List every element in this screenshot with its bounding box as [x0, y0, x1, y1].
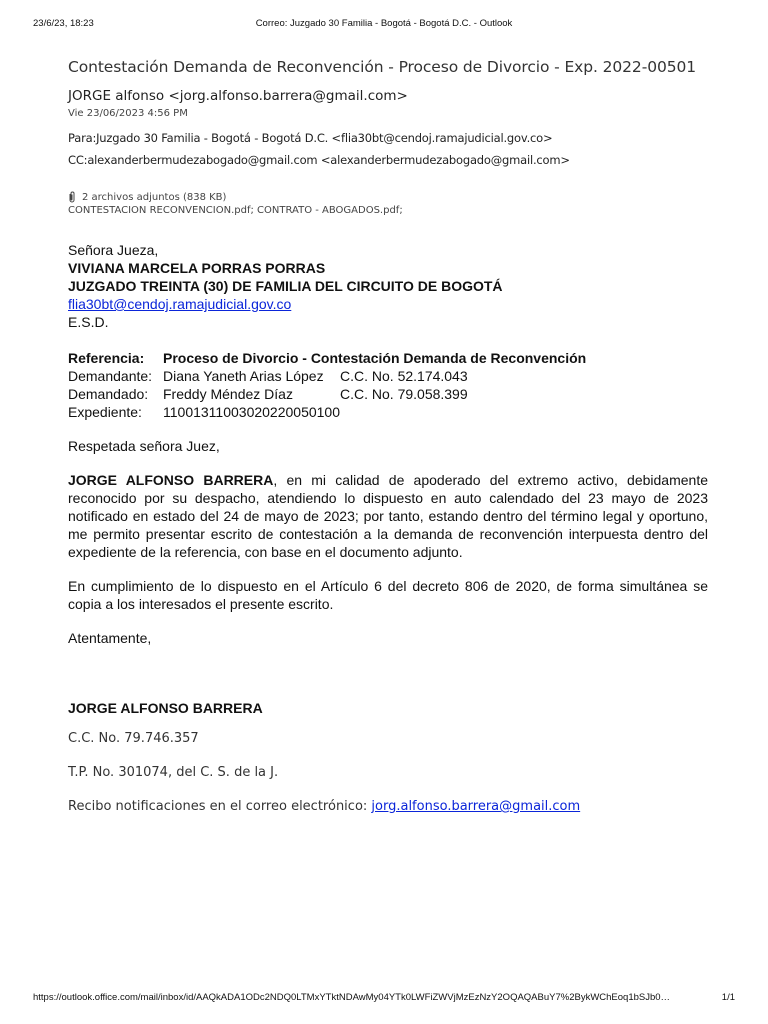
print-header [33, 18, 735, 32]
email-subject: Contestación Demanda de Reconvención - Proceso de Divorcio - Exp. 2022-00501 [68, 58, 696, 76]
closing: Atentamente, [68, 630, 152, 646]
print-url: https://outlook.office.com/mail/inbox/id/AAQkADA1ODc2NDQ0LTMxYTktNDAwMy04YTk0LWFiZWVjMzEzNzY2OQAQABuY7%2BykWChEoq1bSJb0… [33, 992, 671, 1003]
email-sender[interactable]: JORGE alfonso <jorg.alfonso.barrera@gmail.com> [68, 88, 408, 104]
reference-value: Proceso de Divorcio - Contestación Demanda de Reconvención [163, 350, 587, 366]
demandado-value: Freddy Méndez Díaz [163, 386, 293, 402]
page-number: 1/1 [721, 992, 735, 1003]
demandado-cc: C.C. No. 79.058.399 [340, 386, 468, 402]
notification-line [68, 799, 708, 817]
reference-label: Referencia: [68, 350, 145, 366]
paperclip-icon [68, 191, 76, 203]
notification-email-link[interactable]: jorg.alfonso.barrera@gmail.com [371, 799, 581, 814]
court-name: JUZGADO TREINTA (30) DE FAMILIA DEL CIRCUITO DE BOGOTÁ [68, 278, 503, 294]
reference-row [68, 349, 708, 367]
print-title: Correo: Juzgado 30 Familia - Bogotá - Bogotá D.C. - Outlook [255, 18, 513, 29]
notification-text: Recibo notificaciones en el correo electrónico: [68, 799, 372, 814]
demandado-row [68, 385, 708, 403]
salutation: Señora Jueza, [68, 242, 159, 258]
esd: E.S.D. [68, 314, 109, 330]
expediente-value: 11001311003020220050100 [163, 404, 341, 420]
signature-cc: C.C. No. 79.746.357 [68, 731, 199, 746]
demandante-row [68, 367, 708, 385]
demandado-label: Demandado: [68, 386, 149, 402]
greeting: Respetada señora Juez, [68, 438, 220, 454]
attachments-files[interactable]: CONTESTACION RECONVENCION.pdf; CONTRATO - ABOGADOS.pdf; [68, 205, 403, 216]
email-to[interactable]: Para:Juzgado 30 Familia - Bogotá - Bogotá D.C. <flia30bt@cendoj.ramajudicial.gov.co> [68, 131, 553, 145]
signature-name: JORGE ALFONSO BARRERA [68, 700, 263, 716]
email-cc[interactable]: CC:alexanderbermudezabogado@gmail.com <alexanderbermudezabogado@gmail.com> [68, 153, 570, 167]
demandante-cc: C.C. No. 52.174.043 [340, 368, 468, 384]
expediente-label: Expediente: [68, 404, 142, 420]
demandante-value: Diana Yaneth Arias López [163, 368, 324, 384]
print-date: 23/6/23, 18:23 [33, 18, 94, 29]
paragraph-1-name: JORGE ALFONSO BARRERA [68, 472, 274, 488]
paragraph-1-text: , en mi calidad de apoderado del extremo activo, debidamente reconocido por su despacho, atendiendo lo dispuesto en auto calendado del 23 mayo de 2023 notificado en estado del 24 de mayo de 2023; por tanto, estando dentro del término legal y oportuno, me permito presentar escrito de contestación a la demanda de reconvención interpuesta dentro del expediente de la referencia, con base en el documento adjunto. [68, 472, 708, 560]
judge-name: VIVIANA MARCELA PORRAS PORRAS [68, 260, 326, 276]
print-footer [33, 992, 735, 1006]
attachments-section [68, 189, 708, 221]
expediente-row [68, 403, 708, 421]
signature-details [68, 731, 708, 817]
reference-block [68, 349, 708, 421]
court-email-link[interactable]: flia30bt@cendoj.ramajudicial.gov.co [68, 296, 292, 312]
paragraph-2: En cumplimiento de lo dispuesto en el Artículo 6 del decreto 806 de 2020, de forma simultánea se copia a los interesados el presente escrito. [68, 578, 708, 612]
paragraph-1 [68, 471, 708, 561]
attachments-summary[interactable]: 2 archivos adjuntos (838 KB) [82, 191, 227, 203]
signature-tp: T.P. No. 301074, del C. S. de la J. [68, 765, 279, 780]
email-sent-date: Vie 23/06/2023 4:56 PM [68, 108, 188, 119]
letter-body [68, 241, 708, 717]
email-message [68, 58, 708, 833]
demandante-label: Demandante: [68, 368, 153, 384]
